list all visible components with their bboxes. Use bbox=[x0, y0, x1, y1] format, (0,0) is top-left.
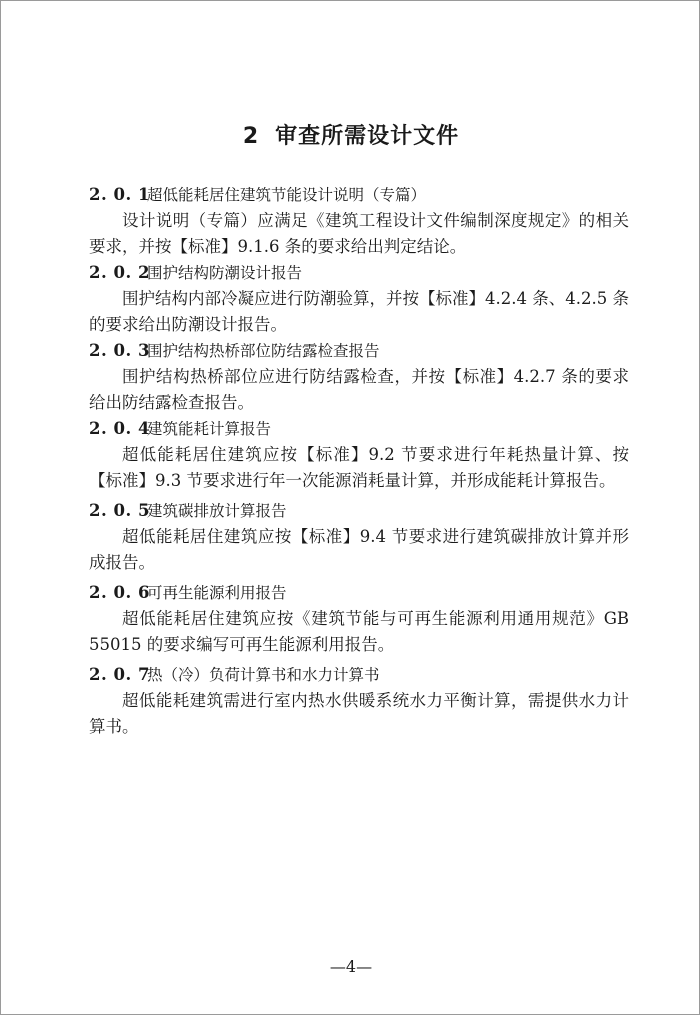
section-2-0-6 bbox=[89, 576, 629, 658]
section-heading bbox=[89, 494, 629, 524]
section-number: 2. 0. 7 bbox=[89, 665, 150, 684]
section-heading bbox=[89, 416, 629, 442]
section-body: 设计说明（专篇）应满足《建筑工程设计文件编制深度规定》的相关要求，并按【标准】9.1.6 条的要求给出判定结论。 bbox=[89, 211, 629, 256]
section-number: 2. 0. 6 bbox=[89, 583, 150, 602]
section-title: 建筑能耗计算报告 bbox=[147, 420, 272, 438]
section-body: 超低能耗建筑需进行室内热水供暖系统水力平衡计算，需提供水力计算书。 bbox=[89, 691, 629, 736]
section-body: 超低能耗居住建筑应按【标准】9.2 节要求进行年耗热量计算、按【标准】9.3 节要求进行年一次能源消耗量计算，并形成能耗计算报告。 bbox=[89, 445, 629, 490]
section-body: 围护结构内部冷凝应进行防潮验算，并按【标准】4.2.4 条、4.2.5 条的要求给出防潮设计报告。 bbox=[89, 289, 629, 334]
section-heading bbox=[89, 338, 629, 364]
section-2-0-7 bbox=[89, 658, 629, 740]
section-title: 超低能耗居住建筑节能设计说明（专篇） bbox=[147, 186, 427, 204]
section-body: 超低能耗居住建筑应按《建筑节能与可再生能源利用通用规范》GB 55015 的要求编写可再生能源利用报告。 bbox=[89, 609, 629, 654]
section-title: 建筑碳排放计算报告 bbox=[147, 502, 287, 520]
section-2-0-1 bbox=[89, 182, 629, 260]
section-title: 围护结构防潮设计报告 bbox=[147, 264, 303, 282]
chapter-title-text: 审查所需设计文件 bbox=[275, 124, 460, 149]
page-number: —4— bbox=[329, 957, 373, 976]
section-body: 超低能耗居住建筑应按【标准】9.4 节要求进行建筑碳排放计算并形成报告。 bbox=[89, 527, 629, 572]
chapter-title bbox=[1, 119, 700, 150]
section-title: 围护结构热桥部位防结露检查报告 bbox=[147, 342, 380, 360]
section-number: 2. 0. 3 bbox=[89, 341, 150, 360]
section-heading bbox=[89, 576, 629, 606]
section-heading bbox=[89, 658, 629, 688]
section-2-0-2 bbox=[89, 260, 629, 338]
section-2-0-3 bbox=[89, 338, 629, 416]
section-heading bbox=[89, 182, 629, 208]
section-number: 2. 0. 5 bbox=[89, 501, 150, 520]
section-heading bbox=[89, 260, 629, 286]
section-2-0-5 bbox=[89, 494, 629, 576]
section-title: 热（冷）负荷计算书和水力计算书 bbox=[147, 666, 380, 684]
section-body: 围护结构热桥部位应进行防结露检查，并按【标准】4.2.7 条的要求给出防结露检查报告。 bbox=[89, 367, 629, 412]
section-number: 2. 0. 2 bbox=[89, 263, 150, 282]
chapter-number: 2 bbox=[242, 124, 260, 149]
section-number: 2. 0. 4 bbox=[89, 419, 150, 438]
section-title: 可再生能源利用报告 bbox=[147, 584, 287, 602]
section-2-0-4 bbox=[89, 416, 629, 494]
document-body bbox=[89, 182, 629, 740]
section-number: 2. 0. 1 bbox=[89, 185, 150, 204]
